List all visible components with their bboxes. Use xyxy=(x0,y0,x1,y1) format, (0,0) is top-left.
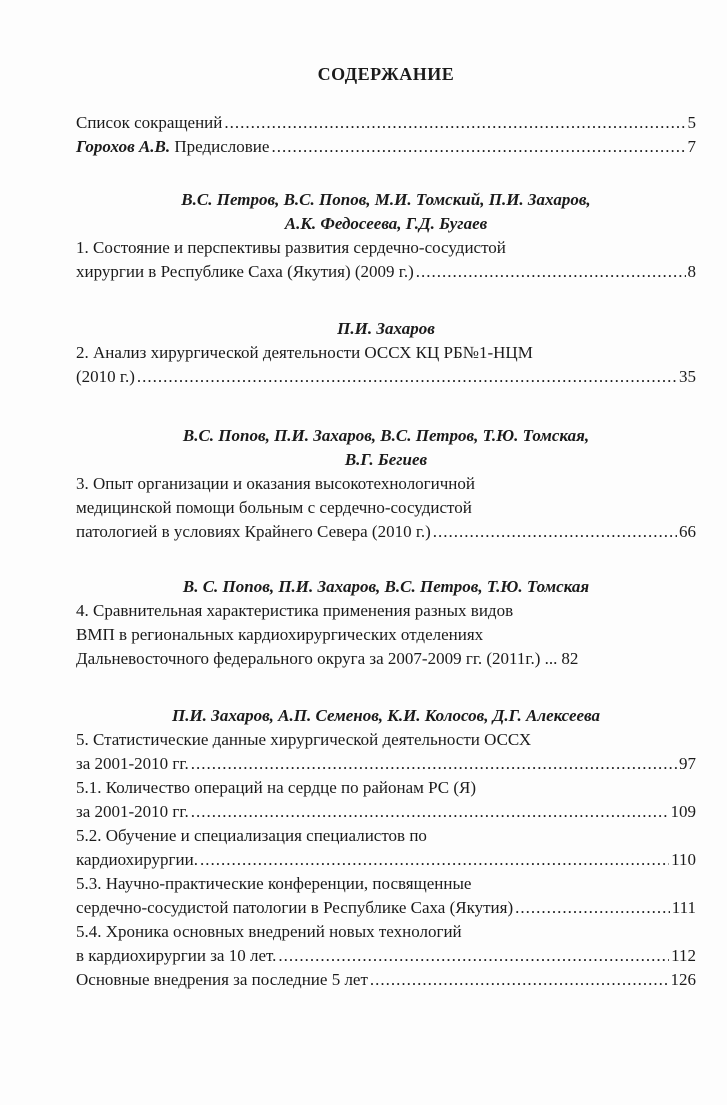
toc-section-3 xyxy=(76,424,696,544)
section-authors: В.Г. Бегиев xyxy=(344,450,428,469)
toc-page-number: 82 xyxy=(561,649,579,668)
toc-entry-text: Основные внедрения за последние 5 лет xyxy=(76,970,368,989)
toc-section-5 xyxy=(76,704,696,992)
toc-entry-text: 5.3. Научно-практические конференции, посвященные xyxy=(76,874,472,893)
dot-leader xyxy=(271,135,685,159)
page-title: СОДЕРЖАНИЕ xyxy=(317,64,455,84)
toc-entry-last-line[interactable] xyxy=(76,968,696,992)
toc-entry-last-line[interactable] xyxy=(76,800,696,824)
toc-entry-text: за 2001-2010 гг. xyxy=(76,802,189,821)
toc-page-number: 35 xyxy=(679,367,696,386)
toc-entry-text: 3. Опыт организации и оказания высокотехнологичной xyxy=(76,474,476,493)
dot-leader xyxy=(224,111,685,135)
toc-section-4 xyxy=(76,575,696,671)
dot-leader xyxy=(191,752,677,776)
dot-leader xyxy=(433,520,677,544)
dot-leader xyxy=(370,968,669,992)
toc-entry-last-line[interactable] xyxy=(76,752,696,776)
toc-page-number: 7 xyxy=(687,137,696,156)
toc-entry-text: в кардиохирургии за 10 лет. xyxy=(76,946,277,965)
toc-entry-text: сердечно-сосудистой патологии в Республике Саха (Якутия) xyxy=(76,898,514,917)
toc-section-1 xyxy=(76,188,696,284)
toc-page-number: 97 xyxy=(679,754,696,773)
toc-page-number: 111 xyxy=(671,898,696,917)
toc-page-number: 126 xyxy=(670,970,696,989)
toc-entry-text: 5. Статистические данные хирургической деятельности ОССХ xyxy=(76,730,532,749)
toc-entry-last-line[interactable] xyxy=(76,647,696,671)
toc-entry-text: 5.4. Хроника основных внедрений новых технологий xyxy=(76,922,462,941)
toc-entry-text: ВМП в региональных кардиохирургических отделениях xyxy=(76,625,484,644)
toc-entry-text: патологией в условиях Крайнего Севера (2010 г.) xyxy=(76,522,431,541)
dot-leader xyxy=(515,896,670,920)
toc-entry-text: 4. Сравнительная характеристика применения разных видов xyxy=(76,601,514,620)
toc-entry-last-line[interactable] xyxy=(76,896,696,920)
toc-entry-last-line[interactable] xyxy=(76,944,696,968)
toc-entry-text: Дальневосточного федерального округа за 2007-2009 гг. (2011г.) ... xyxy=(76,649,558,668)
section-authors: В. С. Попов, П.И. Захаров, В.С. Петров, Т.Ю. Томская xyxy=(182,577,590,596)
dot-leader xyxy=(416,260,686,284)
section-authors: П.И. Захаров, А.П. Семенов, К.И. Колосов, Д.Г. Алексеева xyxy=(171,706,601,725)
dot-leader xyxy=(191,800,669,824)
toc-page-number: 66 xyxy=(679,522,696,541)
toc-entry-text: 5.2. Обучение и специализация специалистов по xyxy=(76,826,427,845)
toc-entry-text: хирургии в Республике Саха (Якутия) (2009 г.) xyxy=(76,262,414,281)
dot-leader xyxy=(278,944,669,968)
toc-entry-text: 5.1. Количество операций на сердце по районам РС (Я) xyxy=(76,778,477,797)
toc-section-2 xyxy=(76,317,696,389)
dot-leader xyxy=(137,365,677,389)
toc-entry-last-line[interactable] xyxy=(76,520,696,544)
dot-leader xyxy=(200,848,669,872)
toc-entry-text: кардиохирургии. xyxy=(76,850,198,869)
toc-entry-last-line[interactable] xyxy=(76,848,696,872)
toc-entry-last-line[interactable] xyxy=(76,260,696,284)
toc-page-number: 8 xyxy=(687,262,696,281)
section-authors: П.И. Захаров xyxy=(337,319,435,338)
toc-entry-last-line[interactable] xyxy=(76,365,696,389)
toc-entry-title: Предисловие xyxy=(170,137,270,156)
toc-author-name: Горохов А.В. xyxy=(76,137,171,156)
toc-page-number: 110 xyxy=(671,850,696,869)
section-authors: А.К. Федосеева, Г.Д. Бугаев xyxy=(284,214,488,233)
toc-entry-text: медицинской помощи больным с сердечно-сосудистой xyxy=(76,498,472,517)
toc-entry-text: 1. Состояние и перспективы развития сердечно-сосудистой xyxy=(76,238,506,257)
toc-page-number: 112 xyxy=(671,946,696,965)
toc-page-number: 109 xyxy=(670,802,696,821)
toc-entry-text: 2. Анализ хирургической деятельности ОССХ КЦ РБ№1-НЦМ xyxy=(76,343,533,362)
toc-entry-text: Список сокращений xyxy=(76,113,223,132)
toc-entry-text xyxy=(76,135,269,159)
intro-block xyxy=(76,111,696,159)
toc-page xyxy=(76,0,696,1105)
section-authors: В.С. Петров, В.С. Попов, М.И. Томский, П.И. Захаров, xyxy=(181,190,591,209)
toc-entry-preface[interactable] xyxy=(76,135,696,159)
section-authors: В.С. Попов, П.И. Захаров, В.С. Петров, Т.Ю. Томская, xyxy=(182,426,590,445)
toc-entry-text: за 2001-2010 гг. xyxy=(76,754,189,773)
toc-page-number: 5 xyxy=(687,113,696,132)
toc-entry-abbreviations[interactable] xyxy=(76,111,696,135)
toc-entry-text: (2010 г.) xyxy=(76,367,135,386)
